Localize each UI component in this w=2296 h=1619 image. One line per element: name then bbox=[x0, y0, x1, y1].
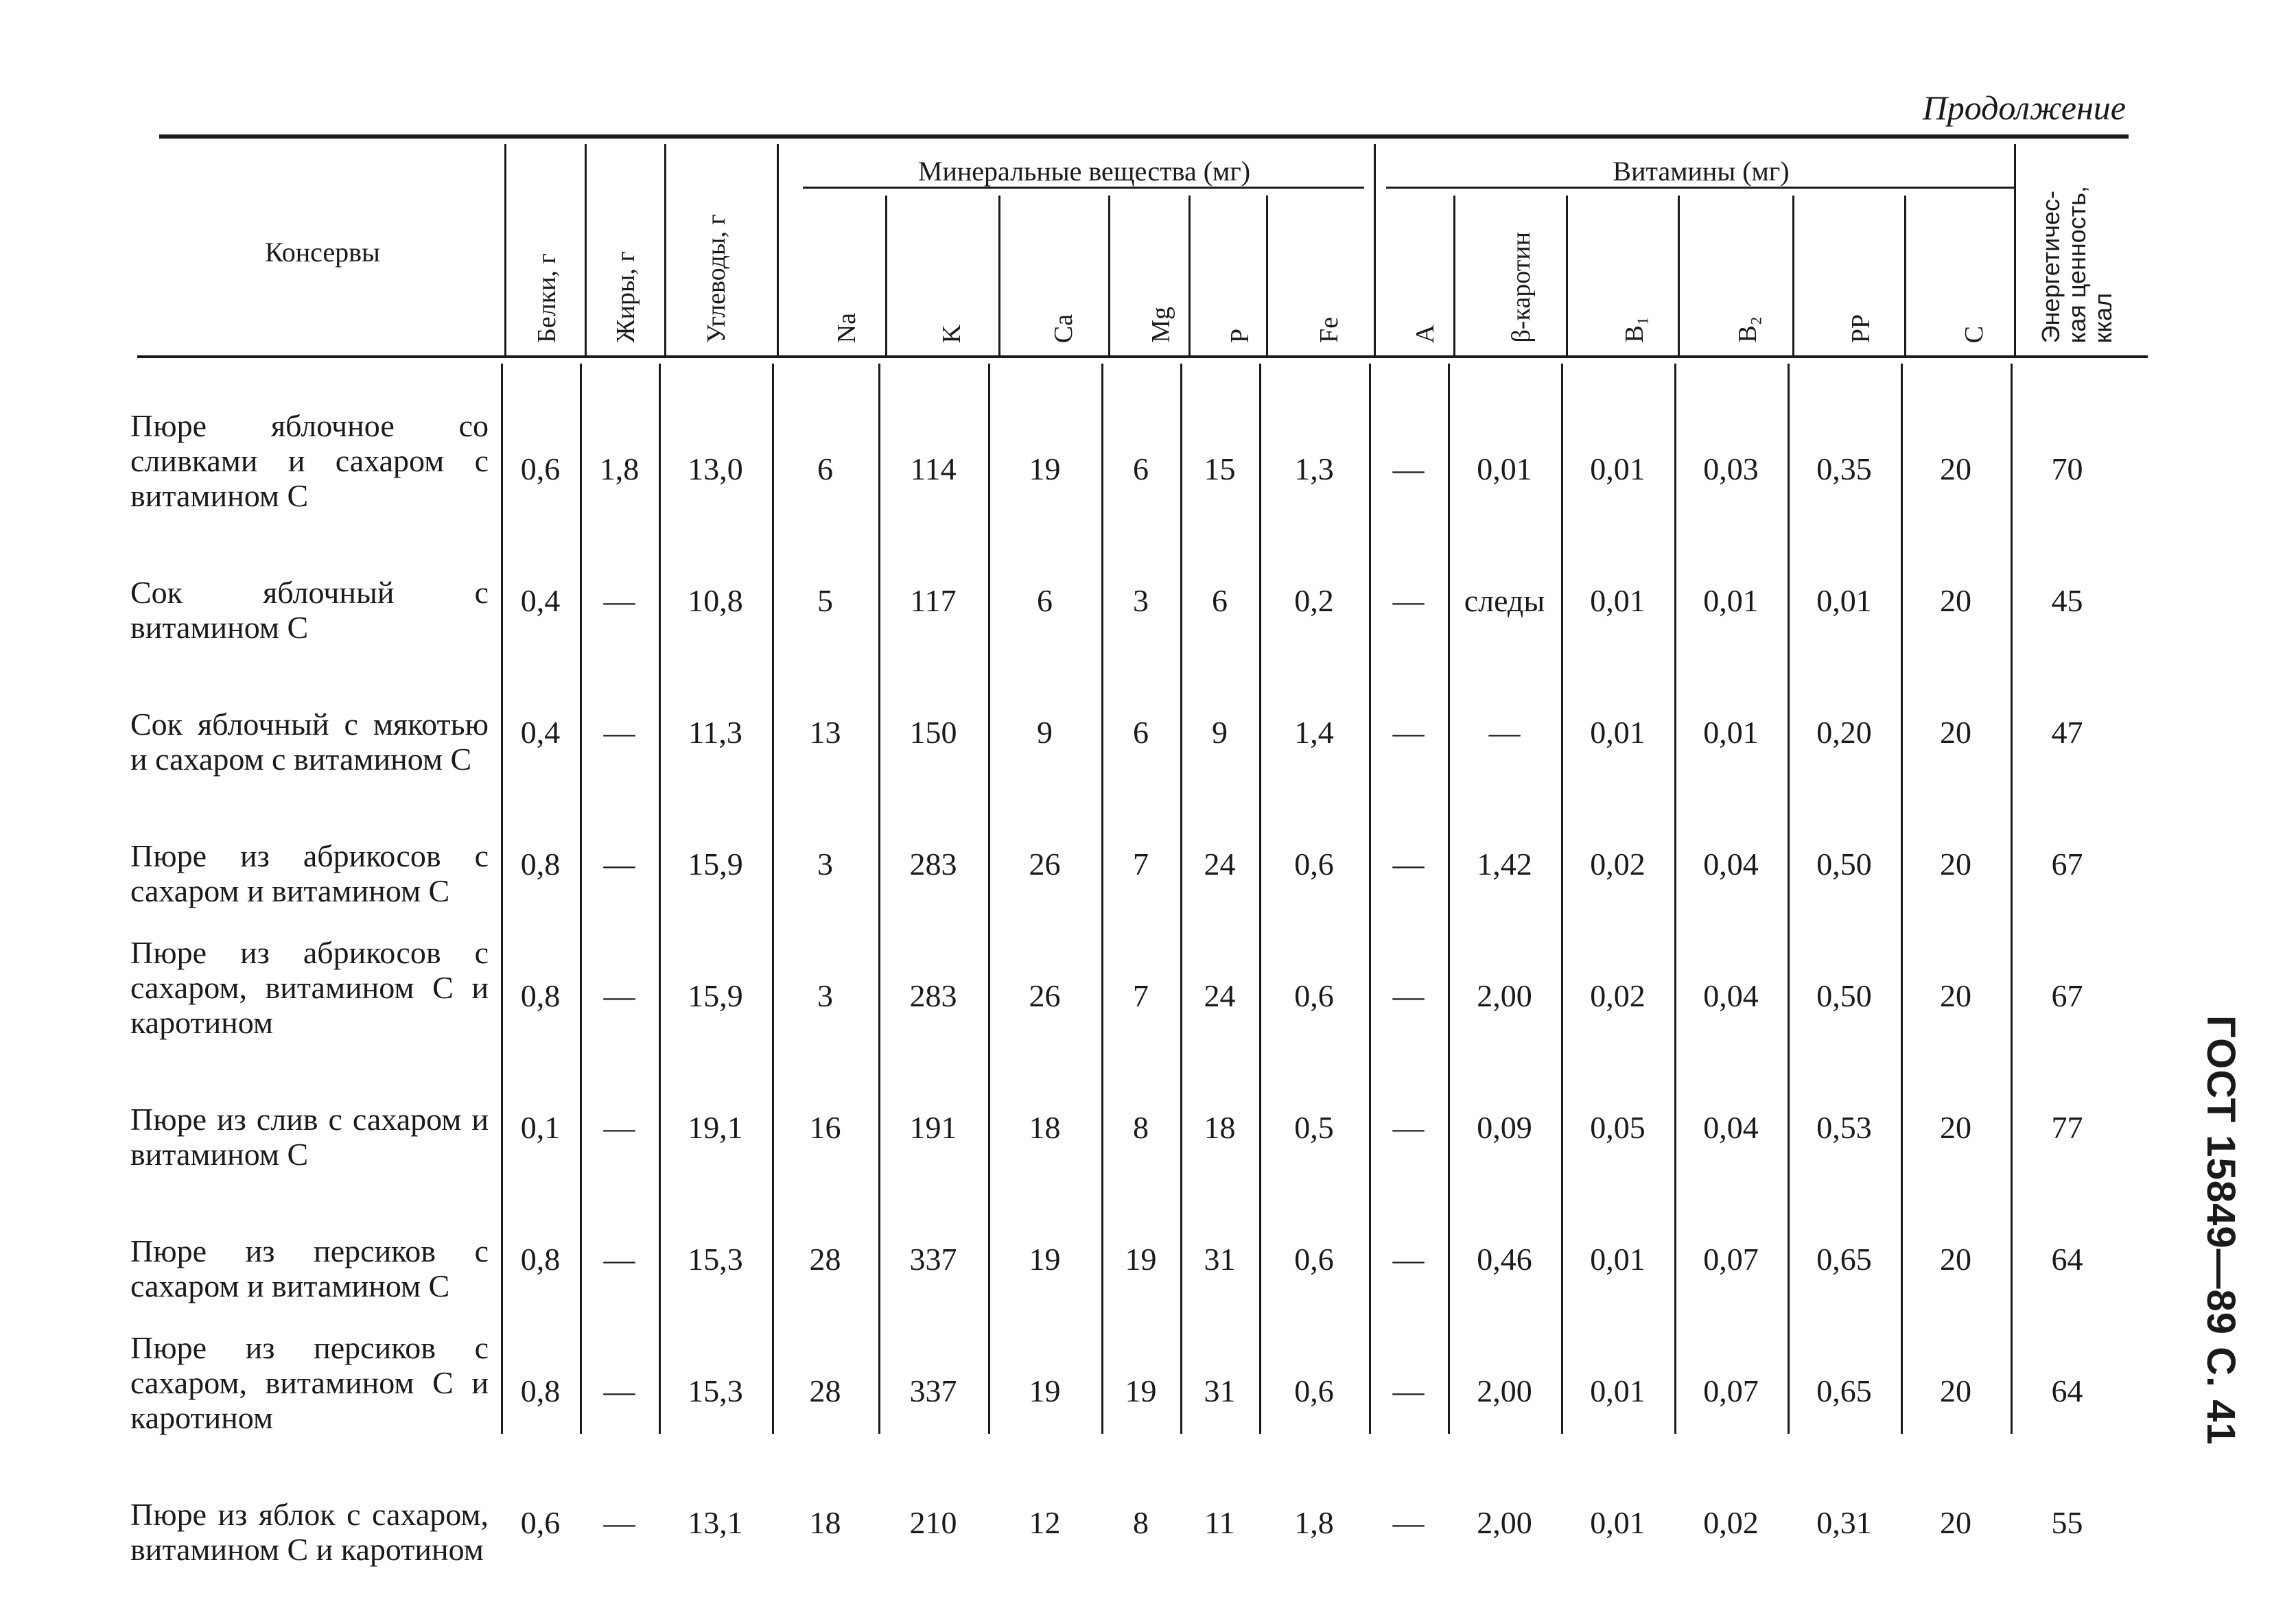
table-row bbox=[130, 1043, 2124, 1174]
cell-value: 15,3 bbox=[688, 1242, 743, 1277]
cell-value: — bbox=[1392, 583, 1425, 618]
cell-value: — bbox=[603, 1110, 635, 1145]
table-row bbox=[130, 1306, 2124, 1438]
cell-value: 18 bbox=[1204, 1110, 1236, 1145]
cell-value: 210 bbox=[909, 1505, 957, 1540]
cell-value: 5 bbox=[817, 583, 833, 618]
header-minerals-group: Минеральные вещества (мг) bbox=[917, 156, 1251, 187]
cell-value: 19 bbox=[1029, 451, 1061, 486]
header-ca: Ca bbox=[1049, 314, 1078, 343]
cell-value: 2,00 bbox=[1477, 1373, 1532, 1408]
cell-value: 0,01 bbox=[1703, 583, 1759, 618]
cell-value: — bbox=[1392, 1110, 1425, 1145]
cell-value: 283 bbox=[909, 978, 957, 1013]
cell-value: следы bbox=[1464, 583, 1545, 618]
product-name: Пюре из персиков с сахаром, витамином С и каротином bbox=[130, 1330, 489, 1435]
cell-value: 15,9 bbox=[688, 847, 743, 882]
cell-value: 15,3 bbox=[688, 1373, 743, 1408]
cell-value: 28 bbox=[809, 1373, 841, 1408]
cell-value: 0,1 bbox=[520, 1110, 561, 1145]
product-name: Сок яблочный с мякотью и сахаром с витамином С bbox=[130, 707, 489, 777]
cell-value: 26 bbox=[1029, 978, 1061, 1013]
cell-value: 0,6 bbox=[520, 1505, 561, 1540]
cell-value: 0,01 bbox=[1590, 715, 1645, 750]
cell-value: 24 bbox=[1204, 847, 1236, 882]
cell-value: 13,1 bbox=[688, 1505, 743, 1540]
cell-value: 337 bbox=[909, 1373, 957, 1408]
cell-value: 0,65 bbox=[1816, 1373, 1872, 1408]
cell-value: 3 bbox=[817, 978, 833, 1013]
cell-value: 31 bbox=[1204, 1373, 1236, 1408]
header-protein: Белки, г bbox=[532, 252, 561, 343]
product-name: Пюре из слив с сахаром и витамином С bbox=[130, 1102, 489, 1172]
cell-value: 31 bbox=[1204, 1242, 1236, 1277]
header-mg: Mg bbox=[1147, 307, 1175, 343]
cell-value: 9 bbox=[1037, 715, 1053, 750]
cell-value: — bbox=[603, 1242, 635, 1277]
cell-value: 20 bbox=[1940, 1505, 1971, 1540]
table-row bbox=[130, 1438, 2124, 1570]
cell-value: — bbox=[1392, 1505, 1425, 1540]
cell-value: 45 bbox=[2051, 583, 2083, 618]
nutrition-table bbox=[130, 384, 2124, 1570]
cell-value: 26 bbox=[1029, 847, 1061, 882]
header-k: K bbox=[937, 324, 966, 343]
cell-value: 117 bbox=[910, 583, 957, 618]
cell-value: — bbox=[1392, 847, 1425, 882]
cell-value: 0,46 bbox=[1477, 1242, 1532, 1277]
cell-value: 1,8 bbox=[1294, 1505, 1334, 1540]
cell-value: 13,0 bbox=[688, 451, 743, 486]
cell-value: 0,8 bbox=[520, 978, 561, 1013]
cell-value: — bbox=[1392, 1242, 1425, 1277]
cell-value: 0,01 bbox=[1590, 1373, 1645, 1408]
cell-value: 0,65 bbox=[1816, 1242, 1872, 1277]
header-vit-b1: B₁ bbox=[1620, 316, 1649, 343]
cell-value: 0,35 bbox=[1816, 451, 1872, 486]
cell-value: 0,01 bbox=[1590, 583, 1645, 618]
cell-value: — bbox=[1488, 715, 1521, 750]
cell-value: 7 bbox=[1133, 978, 1149, 1013]
product-name: Пюре из абрикосов с сахаром и витамином С bbox=[130, 838, 489, 908]
cell-value: 191 bbox=[909, 1110, 957, 1145]
cell-value: 13 bbox=[809, 715, 841, 750]
table-row bbox=[130, 516, 2124, 648]
document-side-label: ГОСТ 15849—89 С. 41 bbox=[2199, 1015, 2243, 1445]
cell-value: 19 bbox=[1029, 1373, 1061, 1408]
cell-value: 3 bbox=[1133, 583, 1149, 618]
cell-value: 20 bbox=[1940, 847, 1971, 882]
cell-value: 55 bbox=[2051, 1505, 2083, 1540]
cell-value: — bbox=[603, 1373, 635, 1408]
cell-value: 6 bbox=[1212, 583, 1228, 618]
cell-value: 6 bbox=[817, 451, 833, 486]
cell-value: — bbox=[1392, 1373, 1425, 1408]
cell-value: 0,8 bbox=[520, 1242, 561, 1277]
product-name: Пюре из абрикосов с сахаром, витамином С и каротином bbox=[130, 935, 489, 1040]
cell-value: 67 bbox=[2051, 847, 2083, 882]
cell-value: 70 bbox=[2051, 451, 2083, 486]
header-vit-a: A bbox=[1411, 324, 1440, 343]
cell-value: 0,6 bbox=[520, 451, 561, 486]
cell-value: 20 bbox=[1940, 715, 1971, 750]
cell-value: 20 bbox=[1940, 1373, 1971, 1408]
cell-value: 12 bbox=[1029, 1505, 1061, 1540]
header-fe: Fe bbox=[1315, 317, 1344, 343]
cell-value: 47 bbox=[2051, 715, 2083, 750]
header-carbs: Углеводы, г bbox=[702, 213, 731, 343]
cell-value: 114 bbox=[910, 451, 957, 486]
cell-value: 0,01 bbox=[1816, 583, 1872, 618]
cell-value: 0,8 bbox=[520, 847, 561, 882]
cell-value: 11,3 bbox=[688, 715, 742, 750]
cell-value: 11 bbox=[1204, 1505, 1235, 1540]
cell-value: 9 bbox=[1212, 715, 1228, 750]
product-name: Пюре яблочное со сливками и сахаром с витамином С bbox=[130, 408, 489, 513]
cell-value: 1,42 bbox=[1477, 847, 1532, 882]
cell-value: 67 bbox=[2051, 978, 2083, 1013]
cell-value: 7 bbox=[1133, 847, 1149, 882]
cell-value: 0,02 bbox=[1703, 1505, 1759, 1540]
cell-value: 0,01 bbox=[1477, 451, 1532, 486]
cell-value: 8 bbox=[1133, 1110, 1149, 1145]
cell-value: 15 bbox=[1204, 451, 1236, 486]
cell-value: 0,4 bbox=[520, 583, 561, 618]
cell-value: 0,5 bbox=[1294, 1110, 1334, 1145]
cell-value: 24 bbox=[1204, 978, 1236, 1013]
cell-value: 64 bbox=[2051, 1373, 2083, 1408]
cell-value: 6 bbox=[1037, 583, 1053, 618]
cell-value: 0,53 bbox=[1816, 1110, 1872, 1145]
table-row bbox=[130, 648, 2124, 779]
cell-value: 0,6 bbox=[1294, 1242, 1334, 1277]
cell-value: 0,04 bbox=[1703, 978, 1759, 1013]
header-na: Na bbox=[832, 312, 861, 343]
cell-value: — bbox=[603, 715, 635, 750]
cell-value: 6 bbox=[1133, 451, 1149, 486]
cell-value: 1,8 bbox=[599, 451, 640, 486]
cell-value: 2,00 bbox=[1477, 1505, 1532, 1540]
cell-value: 0,04 bbox=[1703, 1110, 1759, 1145]
cell-value: 0,07 bbox=[1703, 1373, 1759, 1408]
cell-value: 28 bbox=[809, 1242, 841, 1277]
cell-value: 20 bbox=[1940, 583, 1971, 618]
cell-value: — bbox=[1392, 715, 1425, 750]
header-bottom-rule bbox=[137, 355, 2148, 358]
cell-value: 20 bbox=[1940, 1110, 1971, 1145]
cell-value: 0,50 bbox=[1816, 978, 1872, 1013]
cell-value: 0,2 bbox=[1294, 583, 1334, 618]
cell-value: — bbox=[603, 1505, 635, 1540]
cell-value: 0,02 bbox=[1590, 978, 1645, 1013]
cell-value: 0,50 bbox=[1816, 847, 1872, 882]
product-name: Пюре из яблок с сахаром, витамином С и каротином bbox=[130, 1497, 489, 1567]
cell-value: 0,03 bbox=[1703, 451, 1759, 486]
table-row bbox=[130, 779, 2124, 911]
cell-value: 0,8 bbox=[520, 1373, 561, 1408]
header-vit-pp: PP bbox=[1847, 314, 1875, 343]
product-name: Сок яблочный с витамином С bbox=[130, 575, 489, 645]
cell-value: 0,01 bbox=[1590, 1505, 1645, 1540]
header-vit-b2: B₂ bbox=[1733, 316, 1762, 343]
cell-value: 0,09 bbox=[1477, 1110, 1532, 1145]
cell-value: 283 bbox=[909, 847, 957, 882]
cell-value: 6 bbox=[1133, 715, 1149, 750]
cell-value: 0,6 bbox=[1294, 978, 1334, 1013]
cell-value: — bbox=[603, 847, 635, 882]
cell-value: 0,05 bbox=[1590, 1110, 1645, 1145]
cell-value: 0,4 bbox=[520, 715, 561, 750]
cell-value: 0,6 bbox=[1294, 1373, 1334, 1408]
cell-value: 20 bbox=[1940, 1242, 1971, 1277]
cell-value: 8 bbox=[1133, 1505, 1149, 1540]
cell-value: 16 bbox=[809, 1110, 841, 1145]
cell-value: 0,01 bbox=[1590, 451, 1645, 486]
cell-value: 19 bbox=[1125, 1242, 1157, 1277]
header-vit-c: C bbox=[1960, 325, 1989, 343]
continuation-label: Продолжение bbox=[1922, 88, 2126, 127]
cell-value: 3 bbox=[817, 847, 833, 882]
cell-value: 0,20 bbox=[1816, 715, 1872, 750]
product-name: Пюре из персиков с сахаром и витамином С bbox=[130, 1233, 489, 1303]
cell-value: 19 bbox=[1029, 1242, 1061, 1277]
cell-value: 0,04 bbox=[1703, 847, 1759, 882]
cell-value: 10,8 bbox=[688, 583, 743, 618]
cell-value: 1,4 bbox=[1294, 715, 1334, 750]
cell-value: 150 bbox=[909, 715, 957, 750]
cell-value: 0,01 bbox=[1703, 715, 1759, 750]
table-row bbox=[130, 1174, 2124, 1306]
cell-value: 2,00 bbox=[1477, 978, 1532, 1013]
cell-value: 0,31 bbox=[1816, 1505, 1872, 1540]
cell-value: 19 bbox=[1125, 1373, 1157, 1408]
cell-value: 337 bbox=[909, 1242, 957, 1277]
top-rule bbox=[159, 134, 2129, 139]
table-row bbox=[130, 911, 2124, 1043]
header-energy: Энергетичес- кая ценность, ккал bbox=[2037, 185, 2117, 343]
header-vitamins-group: Витамины (мг) bbox=[1613, 156, 1790, 187]
cell-value: — bbox=[603, 978, 635, 1013]
cell-value: 19,1 bbox=[688, 1110, 743, 1145]
cell-value: 18 bbox=[1029, 1110, 1061, 1145]
cell-value: 1,3 bbox=[1294, 451, 1334, 486]
table-row bbox=[130, 384, 2124, 516]
cell-value: 15,9 bbox=[688, 978, 743, 1013]
header-p: P bbox=[1226, 328, 1254, 343]
cell-value: 0,07 bbox=[1703, 1242, 1759, 1277]
cell-value: — bbox=[603, 583, 635, 618]
cell-value: 20 bbox=[1940, 978, 1971, 1013]
cell-value: 64 bbox=[2051, 1242, 2083, 1277]
header-product: Консервы bbox=[265, 237, 380, 268]
cell-value: 0,01 bbox=[1590, 1242, 1645, 1277]
cell-value: 0,6 bbox=[1294, 847, 1334, 882]
cell-value: 77 bbox=[2051, 1110, 2083, 1145]
cell-value: 20 bbox=[1940, 451, 1971, 486]
header-beta-carotene: β-каротин bbox=[1507, 232, 1536, 343]
cell-value: 0,02 bbox=[1590, 847, 1645, 882]
header-fat: Жиры, г bbox=[611, 251, 640, 343]
cell-value: — bbox=[1392, 978, 1425, 1013]
cell-value: 18 bbox=[809, 1505, 841, 1540]
cell-value: — bbox=[1392, 451, 1425, 486]
